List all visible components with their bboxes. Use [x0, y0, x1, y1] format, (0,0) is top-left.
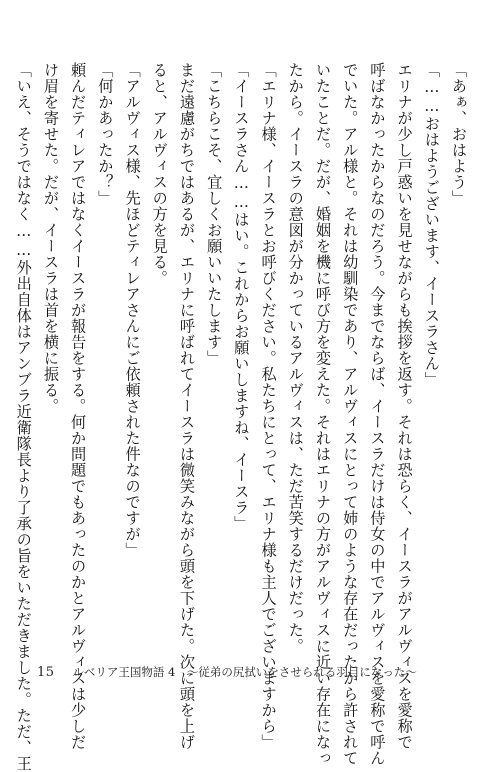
text-line: たから。イースラの意図が分かっているアルヴィスは、ただ苦笑するだけだった。 [286, 62, 305, 654]
text-line: 「……おはようございます、イースラさん」 [422, 62, 441, 388]
text-line: 「エリナ様、イースラとお呼びください。私たちにとって、エリナ様も主人でございますから」 [259, 62, 278, 750]
text-line: 「あぁ、おはよう」 [450, 62, 468, 206]
text-line: まだ遠慮がちではあるが、エリナに呼ばれてイースラは微笑みながら頭を下げた。次に頭を上げ [177, 62, 196, 750]
text-line: 「何かあったか？」 [96, 62, 115, 206]
text-line: 「アルヴィス様、先ほどティレアさんにご依頼された件なのですが」 [123, 62, 142, 558]
text-line: いたことだ。だが、婚姻を機に呼び方を変えた。それはエリナの方がアルヴィスに近い存在になっ [313, 62, 332, 766]
text-line: 「イースラさん……はい。これからお願いしますね、イースラ」 [232, 62, 251, 532]
text-line: エリナが少し戸惑いを見せながらも挨拶を返す。それは恐らく、イースラがアルヴィスを愛称で [395, 62, 414, 750]
text-line: でいた。アル様と。それは幼馴染であり、アルヴィスにとって姉のような存在だったから許されて [341, 62, 360, 766]
text-line: 「いえ、そうではなく……外出自体はアンブラ近衛隊長より了承の旨をいただきました。ただ、王 [14, 62, 33, 772]
text-line: け眉を寄せた。だが、イースラは首を横に振る。 [41, 62, 60, 414]
text-line: 呼ばなかったからなのだろう。今までならば、イースラだけは侍女の中でアルヴィスを愛称で呼ん [368, 62, 387, 766]
page-number: 15 [37, 665, 55, 680]
text-line: ると、アルヴィスの方を見る。 [150, 62, 169, 286]
text-line: 「こちらこそ、宜しくお願いいたします」 [205, 62, 224, 366]
running-title: ルベリア王国物語 4 ～従弟の尻拭いをさせられる羽目になった～ [72, 665, 417, 679]
page-footer [37, 664, 417, 680]
text-line: 頼んだティレアではなくイースラが報告をする。何か問題でもあったのかとアルヴィスは少しだ [69, 62, 88, 750]
